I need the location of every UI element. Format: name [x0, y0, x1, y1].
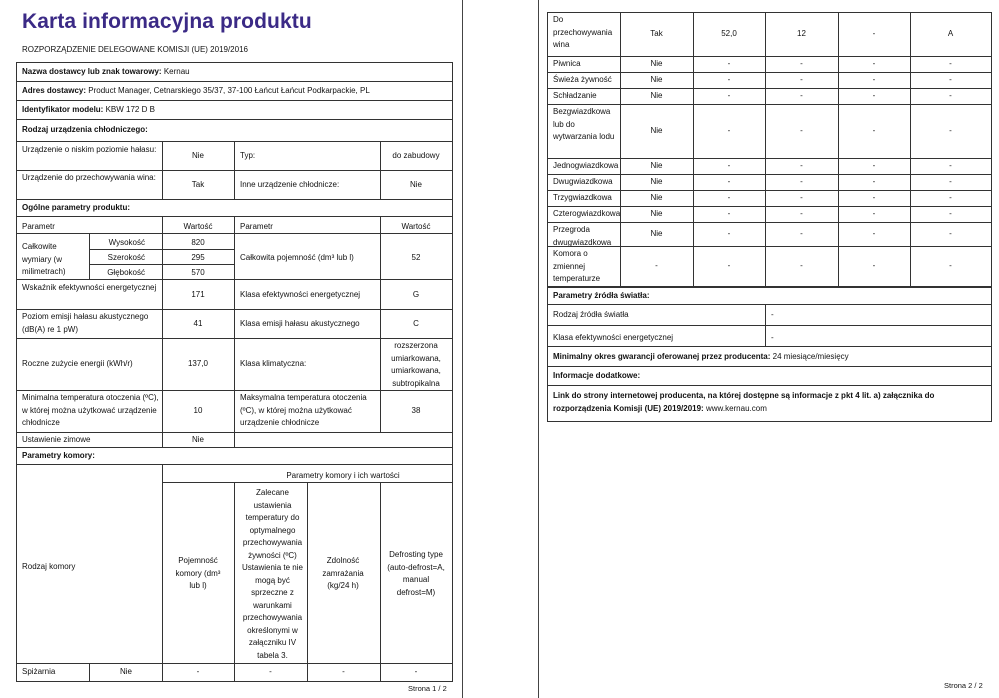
warranty-label: Minimalny okres gwarancji oferowanej przez producenta: — [553, 352, 771, 361]
supplier-label: Nazwa dostawcy lub znak towarowy: — [22, 67, 162, 76]
compartment-name: Przegroda dwugwiazdkowa — [553, 225, 612, 247]
compartment-cell: - — [872, 209, 876, 218]
compartment-cell: - — [949, 59, 952, 68]
regulation-text: ROZPORZĄDZENIE DELEGOWANE KOMISJI (UE) 2019/2016 — [22, 45, 248, 54]
compartment-name: Schładzanie — [553, 91, 597, 100]
compartment-cell: 12 — [797, 29, 806, 38]
compartment-cell: - — [872, 261, 876, 270]
energy-class-value: G — [412, 290, 420, 299]
compartment-cell: - — [727, 177, 731, 186]
pantry-freezing: - — [342, 667, 345, 676]
annual-energy-value: 137,0 — [187, 359, 209, 368]
compartment-cell: - — [949, 75, 952, 84]
compartment-cell: - — [949, 126, 952, 135]
compartment-name: Dwugwiazdkowa — [553, 177, 613, 186]
compartment-type-label: Rodzaj komory — [22, 562, 76, 571]
winter-setting-value: Nie — [191, 435, 204, 444]
compartment-cell: - — [949, 161, 952, 170]
compartment-cell: - — [872, 29, 876, 38]
type-label: Typ: — [240, 151, 256, 160]
compartment-cell: - — [727, 161, 731, 170]
compartment-cell: - — [727, 91, 731, 100]
compartment-name: Bezgwiazdkowa lub do wytwarzania lodu — [553, 107, 615, 141]
volume-value: 52 — [411, 253, 421, 262]
general-params-header: Ogólne parametry produktu: — [22, 203, 131, 212]
warranty-value: 24 miesiące/miesięcy — [772, 352, 849, 361]
compartment-name: Świeża żywność — [553, 75, 612, 84]
compartment-cell: - — [949, 193, 952, 202]
additional-info-header: Informacje dodatkowe: — [553, 371, 641, 380]
compartment-cell: - — [727, 229, 731, 238]
noise-class-value: C — [413, 319, 419, 328]
col-value-1: Wartość — [183, 222, 213, 231]
col-value-2: Wartość — [401, 222, 431, 231]
depth-value: 570 — [191, 268, 205, 277]
compartment-cell: 52,0 — [721, 29, 737, 38]
climate-class-label: Klasa klimatyczna: — [240, 359, 307, 368]
page-1 — [0, 0, 463, 698]
compartment-values-header: Parametry komory i ich wartości — [286, 471, 400, 480]
light-source-class-label: Klasa efektywności energetycznej — [553, 333, 674, 342]
capacity-header: Pojemność komory (dm³ lub l) — [175, 556, 221, 590]
eei-label: Wskaźnik efektywności energetycznej — [22, 283, 157, 292]
compartment-cell: - — [800, 261, 803, 270]
page-number: Strona 1 / 2 — [408, 684, 447, 693]
height-value: 820 — [191, 238, 205, 247]
min-temp-value: 10 — [193, 406, 203, 415]
compartment-cell: - — [800, 193, 803, 202]
noise-value: 41 — [193, 319, 203, 328]
compartment-name: Do przechowywania wina — [553, 15, 613, 49]
compartment-cell: - — [800, 75, 803, 84]
compartment-cell: Tak — [650, 29, 663, 38]
compartment-cell: - — [800, 161, 803, 170]
other-appliance-value: Nie — [409, 180, 422, 189]
energy-class-label: Klasa efektywności energetycznej — [240, 290, 361, 299]
page-number-2: Strona 2 / 2 — [944, 681, 983, 690]
compartment-cell: - — [800, 126, 803, 135]
compartment-cell: Nie — [650, 75, 663, 84]
winter-setting-label: Ustawienie zimowe — [22, 435, 91, 444]
compartment-cell: - — [872, 75, 876, 84]
website-link-label: Link do strony internetowej producenta, na której dostępne są informacje z pkt 4 lit. a) załącznika do rozporządzenia Komisji (UE) 2019/2019: — [553, 391, 935, 413]
light-source-header: Parametry źródła światła: — [553, 291, 650, 300]
compartment-cell: Nie — [650, 91, 663, 100]
compartment-cell: - — [727, 59, 731, 68]
compartment-cell: - — [800, 59, 803, 68]
noise-label: Poziom emisji hałasu akustycznego (dB(A) re 1 pW) — [22, 312, 149, 334]
other-appliance-label: Inne urządzenie chłodnicze: — [240, 180, 340, 189]
max-temp-label: Maksymalna temperatura otoczenia (ºC), w której można użytkować urządzenie chłodnicze — [240, 393, 367, 427]
compartment-cell: - — [800, 209, 803, 218]
eei-value: 171 — [191, 290, 205, 299]
pantry-temp: - — [269, 667, 272, 676]
pantry-capacity: - — [196, 667, 200, 676]
compartment-cell: - — [949, 261, 952, 270]
compartment-name: Piwnica — [553, 59, 581, 68]
compartment-cell: - — [949, 209, 952, 218]
height-label: Wysokość — [108, 238, 145, 247]
compartment-table-continued — [539, 0, 999, 698]
address-label: Adres dostawcy: — [22, 86, 87, 95]
compartment-cell: Nie — [650, 126, 663, 135]
min-temp-label: Minimalna temperatura otoczenia (ºC), w której można użytkować urządzenie chłodnicze — [22, 393, 159, 427]
low-noise-value: Nie — [191, 151, 204, 160]
compartment-cell: - — [727, 261, 731, 270]
recommended-temp-header: Zalecane ustawienia temperatury do optymalnego przechowywania żywności (ºC) Ustawienia te nie mogą być sprzeczne z warunkami przechowywania określonymi w załączniku IV tabela 3. — [242, 488, 303, 660]
compartment-name: Komora o zmiennej temperaturze — [553, 249, 601, 283]
compartment-cell: - — [800, 229, 803, 238]
compartment-cell: Nie — [650, 59, 663, 68]
volume-label: Całkowita pojemność (dm³ lub l) — [240, 253, 354, 262]
compartment-cell: - — [949, 177, 952, 186]
low-noise-label: Urządzenie o niskim poziomie hałasu: — [22, 145, 157, 154]
wine-storage-label: Urządzenie do przechowywania wina: — [22, 173, 156, 182]
compartment-cell: Nie — [650, 229, 663, 238]
freezing-capacity-header: Zdolność zamrażania (kg/24 h) — [322, 556, 364, 590]
compartment-cell: A — [947, 29, 954, 38]
page-2 — [538, 0, 999, 698]
compartment-cell: - — [872, 91, 876, 100]
compartment-cell: - — [655, 261, 658, 270]
compartment-cell: Nie — [650, 161, 663, 170]
wine-storage-value: Tak — [191, 180, 205, 189]
pantry-defrost: - — [414, 667, 418, 676]
compartment-cell: - — [800, 177, 803, 186]
light-source-type-value: - — [771, 310, 774, 319]
supplier-value: Kernau — [163, 67, 190, 76]
model-value: KBW 172 D B — [105, 105, 155, 114]
noise-class-label: Klasa emisji hałasu akustycznego — [240, 319, 360, 328]
width-value: 295 — [191, 253, 205, 262]
compartment-cell: - — [727, 209, 731, 218]
compartment-name: Jednogwiazdkowa — [553, 161, 619, 170]
compartment-cell: - — [949, 229, 952, 238]
compartment-cell: - — [872, 193, 876, 202]
model-label: Identyfikator modelu: — [22, 105, 104, 114]
compartment-cell: - — [872, 229, 876, 238]
appliance-type-header: Rodzaj urządzenia chłodniczego: — [22, 125, 148, 134]
compartment-params-header: Parametry komory: — [22, 451, 95, 460]
defrost-type-header: Defrosting type (auto-defrost=A, manual defrost=M) — [387, 550, 445, 597]
compartment-cell: - — [727, 193, 731, 202]
pantry-value: Nie — [119, 667, 132, 676]
address-value: Product Manager, Cetnarskiego 35/37, 37-100 Łańcut Łańcut Podkarpackie, PL — [88, 86, 370, 95]
compartment-cell: - — [872, 177, 876, 186]
compartment-cell: - — [949, 91, 952, 100]
climate-class-value: rozszerzona umiarkowana, umiarkowana, subtropikalna — [391, 341, 441, 388]
light-source-type-label: Rodzaj źródła światła — [553, 310, 629, 319]
compartment-cell: - — [800, 91, 803, 100]
compartment-cell: - — [727, 75, 731, 84]
light-source-class-value: - — [771, 333, 774, 342]
compartment-cell: Nie — [650, 209, 663, 218]
compartment-cell: - — [872, 161, 876, 170]
compartment-cell: - — [727, 126, 731, 135]
compartment-cell: - — [872, 59, 876, 68]
dimensions-label: Całkowite wymiary (w milimetrach) — [22, 242, 66, 276]
website-link-value[interactable]: www.kernau.com — [705, 403, 767, 413]
width-label: Szerokość — [107, 253, 145, 262]
compartment-cell: Nie — [650, 177, 663, 186]
max-temp-value: 38 — [411, 406, 421, 415]
annual-energy-label: Roczne zużycie energii (kWh/r) — [22, 359, 133, 368]
type-value: do zabudowy — [392, 151, 440, 160]
compartment-name: Trzygwiazdkowa — [553, 193, 612, 202]
compartment-name: Czterogwiazdkowa — [553, 209, 621, 218]
col-parameter-2: Parametr — [240, 222, 273, 231]
compartment-cell: - — [872, 126, 876, 135]
page-title: Karta informacyjna produktu — [22, 10, 312, 33]
compartment-cell: Nie — [650, 193, 663, 202]
depth-label: Głębokość — [107, 268, 145, 277]
pantry-label: Spiżarnia — [22, 667, 56, 676]
col-parameter-1: Parametr — [22, 222, 55, 231]
